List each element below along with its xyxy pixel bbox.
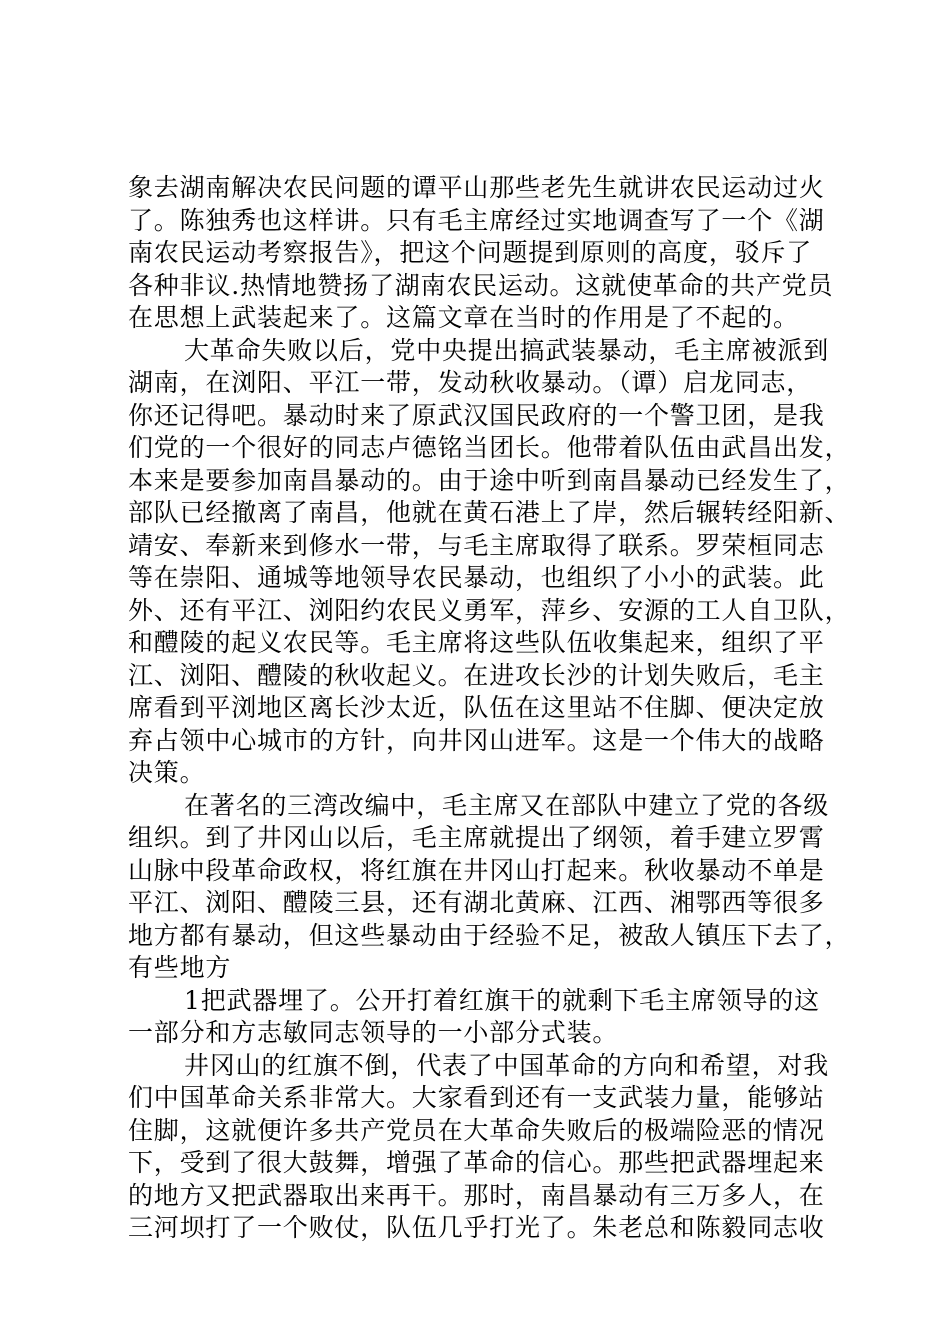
text-line: 部队已经撤离了南昌，他就在黄石港上了岸，然后辗转经阳新、 [128, 498, 851, 527]
text-line: 在思想上武装起来了。这篇文章在当时的作用是了不起的。 [128, 303, 799, 332]
text-line: 外、还有平江、浏阳约农民义勇军，萍乡、安源的工人自卫队， [128, 595, 851, 625]
text-line: 决策。 [128, 758, 206, 787]
text-line: 你还记得吧。暴动时来了原武汉国民政府的一个警卫团，是我 [128, 400, 825, 430]
text-line: 等在崇阳、通城等地领导农民暴动，也组织了小小的武装。此 [128, 563, 825, 592]
text-line: 在著名的三湾改编中，毛主席又在部队中建立了党的各级 [184, 790, 830, 820]
text-line: 组织。到了井冈山以后，毛主席就提出了纲领，着手建立罗霄 [128, 823, 825, 852]
text-line: 下，受到了很大鼓舞，增强了革命的信心。那些把武器埋起来 [128, 1148, 825, 1177]
text-line: 平江、浏阳、醴陵三县，还有湖北黄麻、江西、湘鄂西等很多 [128, 888, 825, 917]
text-line: 南农民运动考察报告》，把这个问题提到原则的高度，驳斥了 [128, 238, 813, 267]
text-line: 有些地方 [128, 953, 232, 982]
text-line: 住脚，这就便许多共产党员在大革命失败后的极端险恶的情况 [128, 1115, 825, 1145]
text-line: 山脉中段革命政权，将红旗在井冈山打起来。秋收暴动不单是 [128, 855, 825, 885]
text-line: 井冈山的红旗不倒，代表了中国革命的方向和希望，对我 [184, 1050, 830, 1080]
text-line: 了。陈独秀也这样讲。只有毛主席经过实地调查写了一个《湖 [128, 205, 825, 235]
text-line: 江、浏阳、醴陵的秋收起义。在进攻长沙的计划失败后，毛主 [128, 660, 825, 690]
text-line: 弃占领中心城市的方针，向井冈山进军。这是一个伟大的战略 [128, 725, 825, 755]
text-line: 大革命失败以后，党中央提出搞武装暴动，毛主席被派到 [184, 335, 830, 365]
text-line: 湖南，在浏阳、平江一带，发动秋收暴动。（谭）启龙同志， [128, 368, 813, 397]
text-line: 靖安、奉新来到修水一带，与毛主席取得了联系。罗荣桓同志 [128, 530, 825, 560]
text-line: 象去湖南解决农民问题的谭平山那些老先生就讲农民运动过火 [128, 173, 825, 202]
text-line: 和醴陵的起义农民等。毛主席将这些队伍收集起来，组织了平 [128, 628, 825, 657]
document-body-text [128, 172, 851, 1245]
text-line: 1把武器埋了。公开打着红旗干的就剩下毛主席领导的这 [184, 985, 820, 1015]
text-line: 的地方又把武器取出来再干。那时，南昌暴动有三万多人，在 [128, 1180, 825, 1210]
text-line: 一部分和方志敏同志领导的一小部分式装。 [128, 1018, 619, 1047]
text-line: 三河坝打了一个败仗，队伍几乎打光了。朱老总和陈毅同志收 [128, 1213, 825, 1242]
text-line: 地方都有暴动，但这些暴动由于经验不足，被敌人镇压下去了， [128, 920, 851, 950]
text-line: 席看到平浏地区离长沙太近，队伍在这里站不住脚、便决定放 [128, 693, 825, 722]
text-line: 们中国革命关系非常大。大家看到还有一支武装力量，能够站 [128, 1083, 825, 1112]
text-line: 本来是要参加南昌暴动的。由于途中听到南昌暴动已经发生了， [128, 465, 851, 495]
text-line: 各种非议.热情地赞扬了湖南农民运动。这就使革命的共产党员 [128, 270, 834, 300]
text-line: 们党的一个很好的同志卢德铭当团长。他带着队伍由武昌出发， [128, 433, 851, 462]
